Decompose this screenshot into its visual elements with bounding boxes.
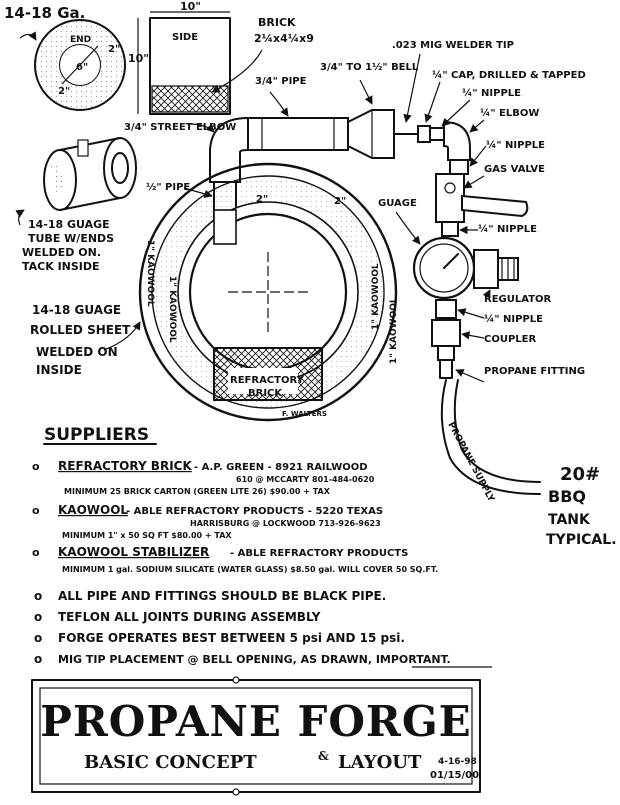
end-label: END — [70, 35, 92, 45]
dim-6-label: 6" — [76, 62, 89, 73]
bullet: o — [34, 589, 43, 603]
bullet: o — [32, 504, 40, 517]
gauge-ga-label: 14-18 Ga. — [4, 4, 86, 22]
bullet: o — [34, 631, 43, 645]
dim-2-inner: 2" — [256, 194, 269, 205]
bullet: o — [32, 546, 40, 559]
nipple-mid-label: ¼" NIPPLE — [486, 140, 545, 151]
supplier-2-line2: HARRISBURG @ LOCKWOOD 713-926-9623 — [190, 519, 381, 528]
note-4: MIG TIP PLACEMENT @ BELL OPENING, AS DRAWN, IMPORTANT. — [58, 653, 451, 666]
mig-tip-label: .023 MIG WELDER TIP — [392, 40, 514, 51]
regulator-label: REGULATOR — [484, 294, 552, 305]
supplier-1-line1: - A.P. GREEN - 8921 RAILWOOD — [194, 462, 368, 473]
kaowool-left-1: 1" KAOWOOL — [145, 240, 155, 307]
sheet-note-4: INSIDE — [36, 363, 82, 377]
title: PROPANE FORGE — [40, 697, 472, 746]
bullet: o — [34, 652, 43, 666]
note-2: TEFLON ALL JOINTS DURING ASSEMBLY — [58, 610, 321, 624]
subtitle-right: LAYOUT — [338, 752, 422, 773]
kaowool-left-2: 1" KAOWOOL — [167, 276, 177, 343]
sheet-note-1: 14-18 GUAGE — [32, 303, 122, 317]
dim-2-inner-b: 2" — [334, 196, 347, 207]
coupler-label: COUPLER — [484, 334, 537, 345]
tank-label-1: 20# — [560, 464, 601, 485]
tank-label-4: TYPICAL. — [546, 532, 617, 548]
nipple-low-label: ¼" NIPPLE — [484, 314, 543, 325]
bell-label: 3/4" TO 1½" BELL — [320, 62, 419, 73]
subtitle-left: BASIC CONCEPT — [84, 752, 257, 773]
note-1: ALL PIPE AND FITTINGS SHOULD BE BLACK PIPE. — [58, 589, 387, 603]
pipe-34-label: 3/4" PIPE — [255, 76, 307, 87]
supplier-2-name: KAOWOOL — [58, 503, 129, 517]
signature: F. WALTERS — [282, 410, 327, 418]
kaowool-right-2: 1" KAOWOOL — [389, 297, 399, 364]
street-elbow-label: 3/4" STREET ELBOW — [124, 122, 237, 133]
sheet-note-2: ROLLED SHEET — [30, 323, 131, 337]
propane-fitting-label-1: PROPANE FITTING — [484, 366, 586, 377]
supplier-1-line2: 610 @ MCCARTY 801-484-0620 — [236, 475, 375, 484]
nipple-guage-label: ¼" NIPPLE — [478, 224, 537, 235]
brick-size-label: 2¼x4¼x9 — [254, 32, 314, 45]
kaowool-right-1: 1" KAOWOOL — [371, 263, 381, 330]
cap-label: ¼" CAP, DRILLED & TAPPED — [432, 70, 586, 81]
dim-10-side-label: 10" — [128, 52, 150, 65]
date-2: 01/15/00 — [430, 770, 480, 781]
tube-note-3: WELDED ON. — [22, 246, 101, 259]
subtitle-amp: & — [318, 749, 329, 763]
supplier-3-line1: - ABLE REFRACTORY PRODUCTS — [230, 548, 409, 559]
side-label: SIDE — [172, 32, 199, 43]
note-3: FORGE OPERATES BEST BETWEEN 5 psi AND 15 psi. — [58, 631, 405, 645]
tank-label-2: BBQ — [548, 487, 586, 506]
supplier-1-line3: MINIMUM 25 BRICK CARTON (GREEN LITE 26) $90.00 + TAX — [64, 487, 330, 496]
supplier-2-line1: - ABLE REFRACTORY PRODUCTS - 5220 TEXAS — [126, 506, 384, 517]
tube-note-4: TACK INSIDE — [22, 260, 100, 273]
dim-2b-label: 2" — [58, 86, 71, 97]
supplier-3-name: KAOWOOL STABILIZER — [58, 545, 210, 559]
dim-10-top-label: 10" — [180, 0, 202, 13]
side-view — [138, 12, 230, 114]
half-pipe-label: ½" PIPE — [146, 182, 191, 193]
supplier-2-line3: MINIMUM 1" x 50 SQ FT $80.00 + TAX — [62, 531, 232, 540]
elbow-label: ¼" ELBOW — [480, 108, 540, 119]
dim-2-label: 2" — [108, 44, 121, 55]
refractory-label-2: BRICK — [248, 388, 283, 399]
tube-note-2: TUBE W/ENDS — [28, 232, 115, 245]
tank-label-3: TANK — [548, 512, 590, 528]
gas-valve-label: GAS VALVE — [484, 164, 545, 175]
sheet-note-3: WELDED ON — [36, 345, 118, 359]
suppliers-heading: SUPPLIERS — [44, 425, 150, 445]
supplier-1-name: REFRACTORY BRICK — [58, 459, 192, 473]
guage-label: GUAGE — [378, 198, 417, 209]
brick-label: BRICK — [258, 16, 296, 29]
tube-note-1: 14-18 GUAGE — [28, 218, 110, 231]
refractory-label-1: REFRACTORY — [230, 375, 304, 386]
bullet: o — [32, 460, 40, 473]
supplier-3-line2: MINIMUM 1 gal. SODIUM SILICATE (WATER GLASS) $8.50 gal. WILL COVER 50 SQ.FT. — [62, 565, 439, 574]
propane-supply-label: PROPANE SUPPLY — [445, 420, 496, 504]
bullet: o — [34, 610, 43, 624]
tube-sketch — [44, 138, 136, 210]
date-1: 4-16-98 — [438, 757, 477, 767]
nipple-top-label: ¼" NIPPLE — [462, 88, 521, 99]
